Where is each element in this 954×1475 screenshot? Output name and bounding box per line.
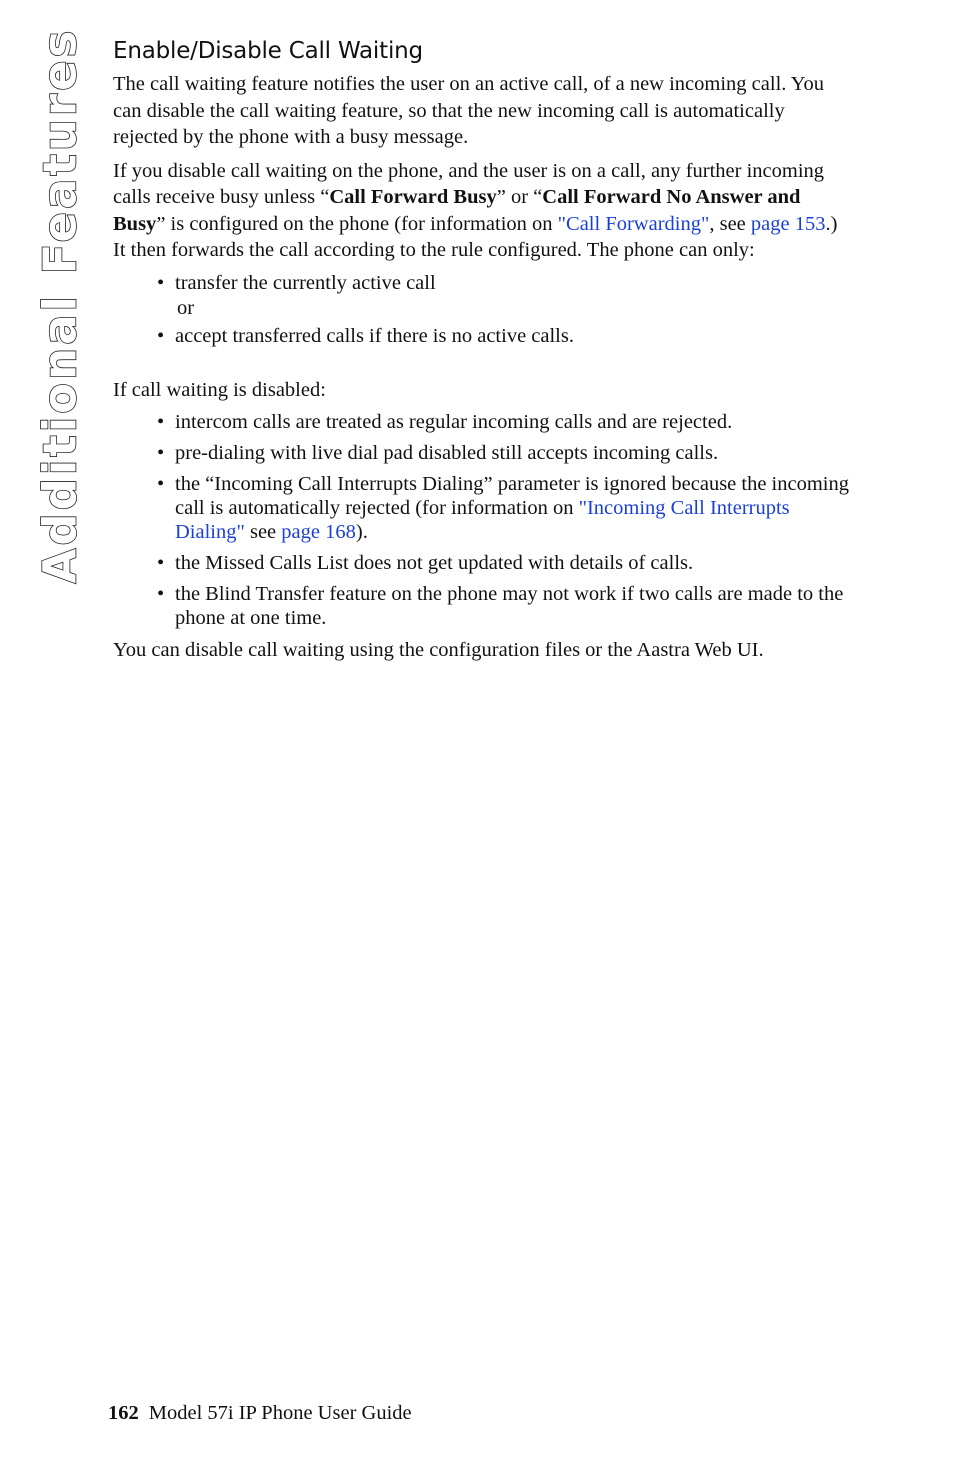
text: see: [244, 521, 282, 543]
list-item-text: accept transferred calls if there is no active calls.: [175, 324, 574, 347]
list-item-text: the Blind Transfer feature on the phone may not work if two calls are made to the phone at one time.: [175, 583, 844, 629]
list-item-text: transfer the currently active call: [175, 271, 436, 294]
list-item: [113, 472, 853, 544]
footer-title: Model 57i IP Phone User Guide: [148, 1402, 412, 1424]
page-content: [113, 36, 853, 671]
side-tab-label: Additional Features: [33, 27, 87, 583]
text: ” or “: [496, 186, 543, 208]
bullet: •: [157, 473, 165, 495]
phone-can-list-continued: [113, 324, 853, 348]
side-tab: [33, 27, 87, 583]
list-item: [113, 271, 853, 295]
disabled-intro: If call waiting is disabled:: [113, 378, 326, 401]
list-item: [113, 410, 853, 434]
text: ).: [355, 521, 368, 543]
bullet: •: [157, 442, 165, 464]
closing-paragraph: You can disable call waiting using the configuration files or the Aastra Web UI.: [113, 639, 764, 661]
call-forward-paragraph: [113, 158, 853, 264]
phone-can-list: [113, 271, 853, 295]
page-153-link[interactable]: page 153: [750, 212, 826, 235]
incoming-call-interrupts-link[interactable]: "Incoming Call Interrupts Dialing": [175, 497, 790, 543]
section-title: Enable/Disable Call Waiting: [113, 38, 423, 64]
call-forwarding-link[interactable]: "Call Forwarding": [557, 212, 710, 235]
text: , see: [709, 212, 751, 235]
text: the “Incoming Call Interrupts Dialing” parameter is ignored because the incoming call is automatically rejected (for information on: [175, 473, 849, 519]
text: ” is configured on the phone (for information on: [156, 212, 558, 235]
text: If you disable call waiting on the phone, and the user is on a call, any further incoming calls receive busy unless “: [113, 159, 825, 208]
list-item-text: the Missed Calls List does not get updated with details of calls.: [175, 552, 694, 574]
bullet: •: [157, 411, 165, 433]
bold-call-forward-busy: Call Forward Busy: [329, 186, 497, 208]
list-item-text: pre-dialing with live dial pad disabled still accepts incoming calls.: [175, 442, 719, 464]
or-separator: or: [177, 296, 195, 319]
bullet: •: [157, 583, 165, 605]
bold-call-forward-no-answer: Call Forward No Answer and Busy: [113, 186, 801, 235]
text: .) It then forwards the call according to the rule configured. The phone can only:: [113, 212, 838, 261]
intro-paragraph: The call waiting feature notifies the user on an active call, of a new incoming call. You can disable the call waiting feature, so that the new incoming call is automatically rejected by the phone with a busy message.: [113, 73, 825, 148]
bullet: •: [157, 271, 165, 294]
disabled-effects-list: [113, 410, 853, 630]
list-item: [113, 441, 853, 465]
bullet: •: [157, 324, 165, 347]
list-item-text: intercom calls are treated as regular incoming calls and are rejected.: [175, 411, 733, 433]
page-footer: [108, 1402, 412, 1425]
list-item: [113, 551, 853, 575]
page-168-link[interactable]: page 168: [281, 521, 356, 543]
list-item: [113, 582, 853, 630]
bullet: •: [157, 552, 165, 574]
page-number: 162: [108, 1402, 139, 1424]
list-item: [113, 324, 853, 348]
